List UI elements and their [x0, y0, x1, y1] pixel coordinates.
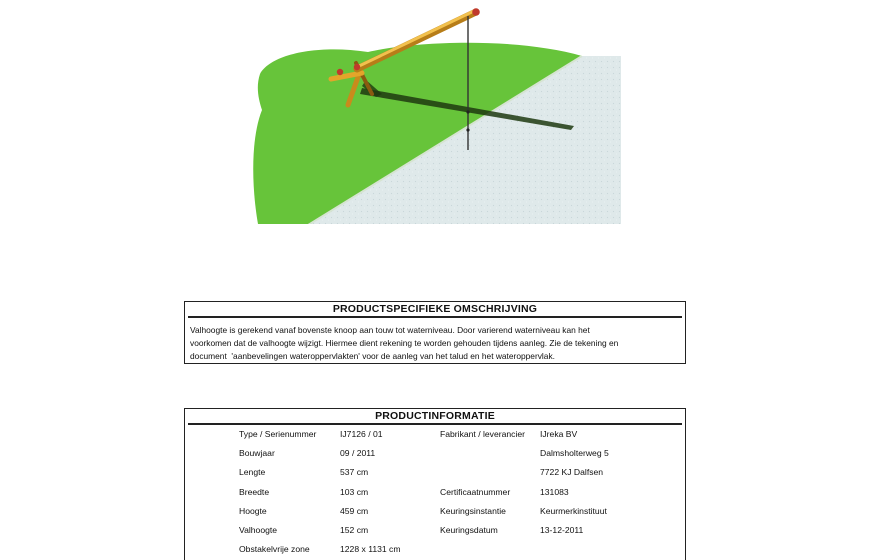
info-label-lengte: Lengte — [239, 467, 266, 477]
info-label-keuringsinstantie: Keuringsinstantie — [440, 506, 506, 516]
description-line: Valhoogte is gerekend vanaf bovenste knoop aan touw tot waterniveau. Door varierend waterniveau kan het — [190, 325, 590, 335]
description-text — [185, 318, 685, 363]
info-value-fabrikant: IJreka BV — [540, 429, 578, 439]
info-value-address-street: Dalmsholterweg 5 — [540, 448, 609, 458]
info-value-lengte: 537 cm — [340, 467, 369, 477]
info-value-type: IJ7126 / 01 — [340, 429, 383, 439]
pivot-cap — [354, 64, 360, 70]
info-value-bouwjaar: 09 / 2011 — [340, 448, 376, 458]
rope-knot — [466, 110, 469, 113]
info-value-address-city: 7722 KJ Dalfsen — [540, 467, 604, 477]
info-value-keuringsinstantie: Keurmerkinstituut — [540, 506, 607, 516]
info-value-certificaatnummer: 131083 — [540, 487, 569, 497]
description-line: voorkomen dat de valhoogte wijzigt. Hiermee dient rekening te worden gehouden tijdens aanleg. Zie de tekening en — [190, 338, 619, 348]
info-label-bouwjaar: Bouwjaar — [239, 448, 275, 458]
info-label-type: Type / Serienummer — [239, 429, 317, 439]
product-info-box — [184, 408, 686, 560]
product-illustration — [0, 0, 870, 230]
info-label-valhoogte: Valhoogte — [239, 525, 278, 535]
info-value-obstakelvrije-zone: 1228 x 1131 cm — [340, 544, 401, 554]
info-label-hoogte: Hoogte — [239, 506, 267, 516]
info-value-hoogte: 459 cm — [340, 506, 369, 516]
description-title: PRODUCTSPECIFIEKE OMSCHRIJVING — [188, 302, 682, 318]
cross-bar-cap — [337, 69, 343, 75]
rope-knot — [466, 128, 469, 131]
info-label-breedte: Breedte — [239, 487, 270, 497]
description-line: document 'aanbevelingen wateroppervlakten' voor de aanleg van het talud en het wateroppervlak. — [190, 351, 555, 361]
info-value-keuringsdatum: 13-12-2011 — [540, 525, 584, 535]
info-value-valhoogte: 152 cm — [340, 525, 369, 535]
beam-end-cap — [472, 8, 480, 16]
product-description-box — [184, 301, 686, 364]
info-label-certificaatnummer: Certificaatnummer — [440, 487, 511, 497]
info-value-breedte: 103 cm — [340, 487, 369, 497]
info-label-fabrikant: Fabrikant / leverancier — [440, 429, 526, 439]
info-label-keuringsdatum: Keuringsdatum — [440, 525, 498, 535]
info-title: PRODUCTINFORMATIE — [188, 409, 682, 425]
info-label-obstakelvrije-zone: Obstakelvrije zone — [239, 544, 310, 554]
